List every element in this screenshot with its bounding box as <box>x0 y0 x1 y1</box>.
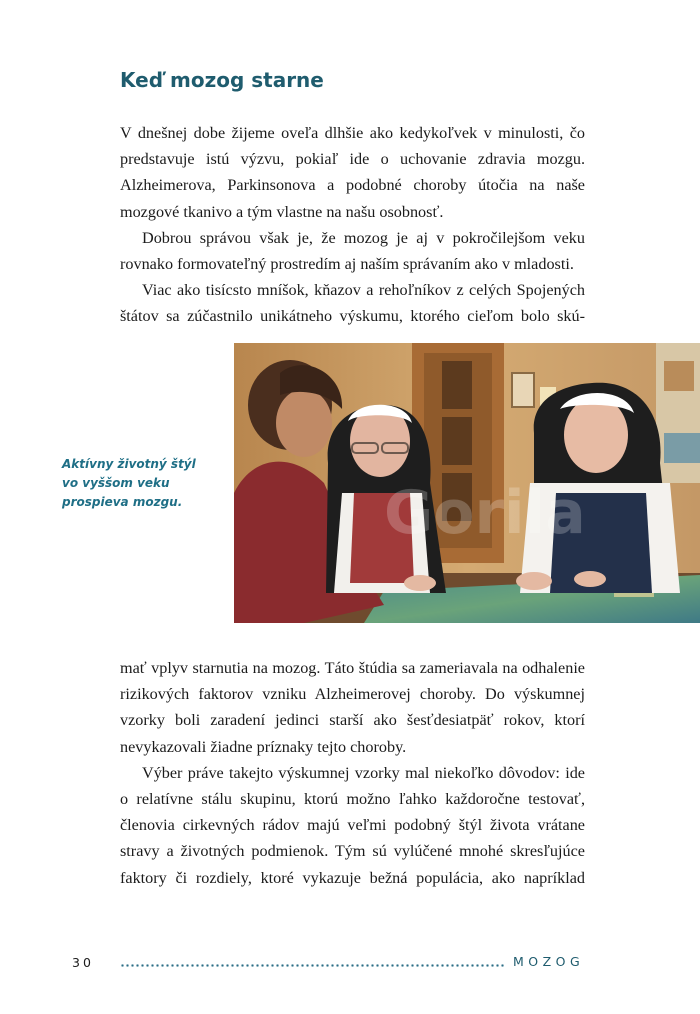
page-number: 30 <box>72 955 94 970</box>
paragraph-2: Dobrou správou však je, že mozog je aj v pokročilejšom veku rovnako formovateľný prostredím aj naším správaním ako v mladosti. <box>120 228 585 274</box>
section-heading: Keď mozog starne <box>120 68 324 92</box>
dotted-rule <box>120 964 505 967</box>
paragraph-1: V dnešnej dobe žijeme oveľa dlhšie ako kedykoľvek v minulosti, čo predstavuje istú výzvu, pokiaľ ide o uchovanie zdravia mozgu. Alzheimerova, Parkinsonova a podobné choroby útočia na naše mozgové tkanivo a tým vlastne na našu osobnosť. <box>120 124 585 221</box>
body-text-top <box>120 120 585 330</box>
body-text-bottom <box>120 655 585 891</box>
paragraph-3: Viac ako tisícsto mníšok, kňazov a rehoľníkov z celých Spojených štátov sa zúčastnilo unikátneho výskumu, ktorého cieľom bolo skú- <box>120 281 585 326</box>
photo-caption: Aktívny životný štýl vo vyššom veku prospieva mozgu. <box>62 457 196 509</box>
photo-of-nuns-doing-puzzle-icon <box>234 343 700 623</box>
paragraph-4: mať vplyv starnutia na mozog. Táto štúdia sa zameriavala na odhalenie rizikových faktorov vzniku Alzheimerovej choroby. Do výskumnej vzorky boli zaradení jedinci starší ako šesťdesiatpäť rokov, ktorí nevykazovali žiadne príznaky tejto choroby. <box>120 659 585 756</box>
running-title: MOZOG <box>513 954 585 969</box>
page-footer <box>0 955 700 975</box>
photo <box>234 343 700 623</box>
paragraph-5: Výber práve takejto výskumnej vzorky mal niekoľko dôvodov: ide o relatívne stálu skupinu, ktorú možno ľahko každoročne testovať, členovia cirkevných rádov majú veľmi podobný štýl života vrátane stravy a životných podmienok. Tým sú vylúčené mnohé skresľujúce faktory či rozdiely, ktoré vykazuje bežná populácia, ako napríklad <box>120 763 585 887</box>
photo-watermark: Gorila <box>384 478 586 548</box>
